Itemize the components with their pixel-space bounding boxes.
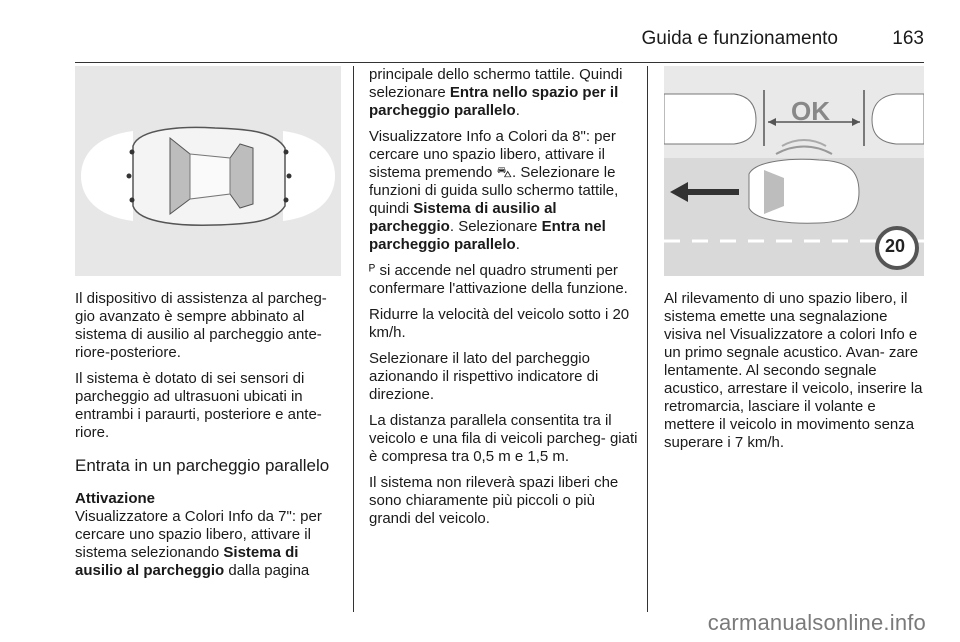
text-column-1 xyxy=(75,290,345,588)
paragraph: Il sistema è dotato di sei sensori di parcheggio ad ultrasuoni ubicati in entrambi i paraurti, posteriore e ante‐ riore. xyxy=(75,370,322,441)
paragraph: Al rilevamento di uno spazio libero, il sistema emette una segnalazione visiva nel Visualizzatore a colori Info e un primo segnale acustico. Avan‐ zare lentamente. Al secondo segnale acustico, arrestare il veicolo, inserire la retromarcia, lasciare il volante e mettere il veicolo in movimento senza superare i 7 km/h. xyxy=(664,290,923,451)
sensor-diagram-figure xyxy=(75,66,341,276)
speed-limit-sign-label: 20 xyxy=(885,236,906,256)
watermark: carmanualsonline.info xyxy=(707,610,926,635)
subheading: Attivazione xyxy=(75,490,156,507)
section-heading: Entrata in un parcheggio parallelo xyxy=(75,456,330,475)
paragraph: Visualizzatore Info a Colori da 8": per cercare uno spazio libero, attivare il sistema premendo ⛍. Selezionare le funzioni di guida sullo schermo tattile, quindi Sistema di ausilio al parcheggio. Selezionare Entra nel parcheggio parallelo. xyxy=(369,128,619,253)
parallel-parking-figure xyxy=(664,66,924,276)
paragraph: Visualizzatore a Colori Info da 7": per cercare uno spazio libero, attivare il sistema selezionando Sistema di ausilio al parcheggio dalla pagina xyxy=(75,508,322,579)
paragraph: principale dello schermo tattile. Quindi selezionare Entra nello spazio per il parcheggio parallelo. xyxy=(369,66,623,119)
paragraph: Il dispositivo di assistenza al parcheg‐ gio avanzato è sempre abbinato al sistema di ausilio al parcheggio ante‐ riore-posteriore. xyxy=(75,290,327,361)
page-header xyxy=(75,24,924,50)
text-column-2 xyxy=(369,66,639,536)
header-divider xyxy=(75,62,924,63)
paragraph: Ridurre la velocità del veicolo sotto i 20 km/h. xyxy=(369,306,630,341)
parking-indicator-icon: ᴾ xyxy=(369,262,376,279)
paragraph: La distanza parallela consentita tra il veicolo e una fila di veicoli parcheg‐ giati è compresa tra 0,5 m e 1,5 m. xyxy=(369,412,638,465)
ok-label: OK xyxy=(791,96,830,126)
section-title: Guida e funzionamento xyxy=(641,28,838,49)
column-divider-1 xyxy=(353,66,354,612)
paragraph: ᴾ si accende nel quadro strumenti per confermare l'attivazione della funzione. xyxy=(369,262,628,297)
car-sensor-illustration xyxy=(75,66,341,276)
paragraph: Il sistema non rileverà spazi liberi che sono chiaramente più piccoli o più grandi del veicolo. xyxy=(369,474,619,527)
column-divider-2 xyxy=(647,66,648,612)
page-number: 163 xyxy=(892,28,924,49)
text-column-3 xyxy=(664,290,926,460)
paragraph: Selezionare il lato del parcheggio azionando il rispettivo indicatore di direzione. xyxy=(369,350,599,403)
parking-assist-icon: ⛍ xyxy=(496,164,513,181)
